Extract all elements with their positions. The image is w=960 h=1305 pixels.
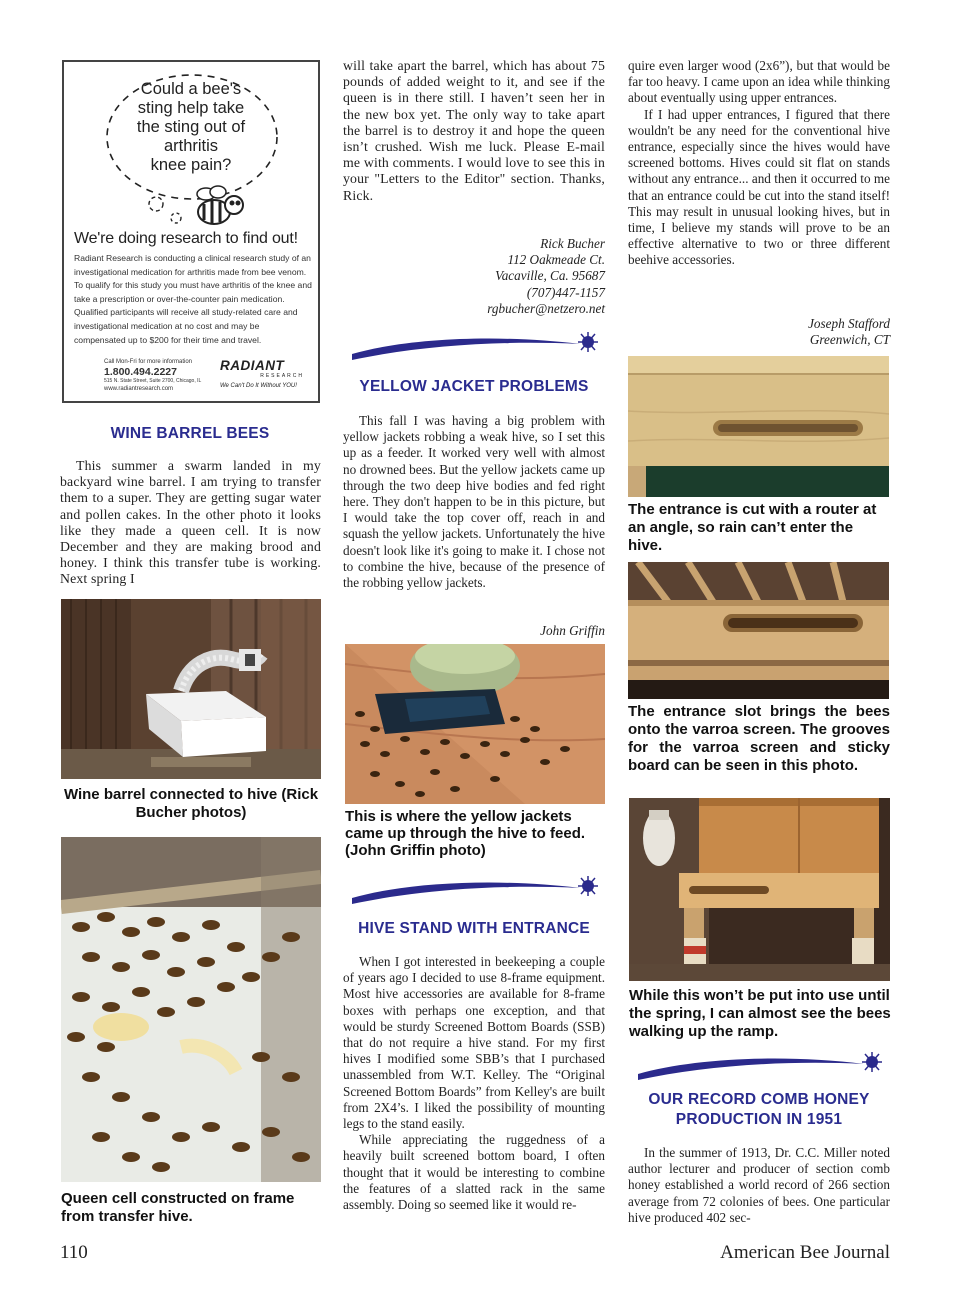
yellow-jacket-photo (345, 644, 605, 804)
wine-caption-1: Wine barrel connected to hive (Rick Bucher photos) (63, 786, 319, 821)
sig-line: (707)447-1157 (526, 284, 605, 300)
wine-text: This summer a swarm landed in my backyard wine barrel. I am trying to transfer them to a super. They are getting sugar water and pollen cakes. In the other photo it looks like they made a queen cell. It is now December and they are making brood and honey. I think this transfer tube is working. Next spring I (60, 458, 321, 587)
yellow-jacket-heading: YELLOW JACKET PROBLEMS (359, 378, 589, 395)
page-number: 110 (60, 1242, 88, 1263)
hive-stand-paragraph-1: When I got interested in beekeeping a couple of years ago I decided to use 8-frame equipment. Most hive accessories are available for 8-frame boxes with perhaps one exception, and that would be sturdy Screened Bottom Boards (SSB) that do not require a hive stand. For my first hives I modified some SBB’s that I purchased unassembled from W.T. Kelley. The “Original Screened Bottom Boards” from Kelley's are built from 2X4’s. I liked the possibility of mounting legs to the stand easily. (343, 954, 605, 1132)
ad-body: Radiant Research is conducting a clinical research study of an investigational medication for arthritis made from bee venom. To qualify for this study you must have arthritis of the knee and take a prescription or over-the-counter pain medication. Qualified participants will receive all study-related care and investigational medication at no cost and may be compensated up to $200 for their time and travel. (74, 253, 312, 345)
heading-line: OUR RECORD COMB HONEY (648, 1091, 870, 1108)
queen-cell-photo (61, 837, 321, 1182)
cartoon-bee-icon (197, 186, 243, 224)
logo-text: RADIANT (220, 358, 285, 373)
bubble-line: Could a bee's (140, 80, 242, 98)
swoosh-bee-divider (348, 874, 606, 908)
hive-stand-heading: HIVE STAND WITH ENTRANCE (358, 920, 590, 937)
entrance-slot-caption: The entrance slot brings the bees onto the varroa screen. The grooves for the varroa screen and sticky board can be seen in this photo. (628, 703, 890, 774)
ad-bubble-text (116, 80, 266, 175)
record-comb-honey-text: In the summer of 1913, Dr. C.C. Miller noted author lecturer and producer of section comb honey established a world record of 266 section average from 72 colonies of bees. One particular hive produced 402 sec- (628, 1145, 890, 1225)
ad-phone: 1.800.494.2227 (104, 366, 177, 378)
sig-line: rgbucher@netzero.net (487, 300, 605, 316)
hive-stand-paragraph-2: While appreciating the ruggedness of a heavily built screened bottom board, I often thought that it would be interesting to combine the features of a slatted rack in the same assembly. Doing so seemed like it would re- (343, 1132, 605, 1213)
swoosh-bee-divider (348, 330, 606, 364)
sig-line: Rick Bucher (540, 236, 605, 251)
sig-line: Joseph Stafford (808, 316, 890, 331)
sig-line: Greenwich, CT (809, 332, 890, 348)
wine-heading: WINE BARREL BEES (110, 425, 270, 442)
hive-stand-paragraph-4: If I had upper entrances, I figured that there wouldn't be any need for the conventional hive entrance, especially since the hives would have screened bottoms. Hives could sit flat on stands without any entrance... and then it occurred to me that an entrance could be cut into the stand itself! This may result in unusual looking hives, but in time, I believe my stands will prove to be an effective alternative to two or three different beehive accessories. (628, 106, 890, 268)
yellow-jacket-text: This fall I was having a big problem with yellow jackets robbing a weak hive, so I set this up as a feeder. It worked very well with almost no drowned bees. But the yellow jackets came up through the two deep hive bodies and fed right here. They don't happen to be in this picture, but I would take the top cover off, reach in and squash the yellow jackets. Unfortunately the hive doesn't look like it's going to make it. I chose not to combine the hive, because of the presence of the robbing yellow jackets. (343, 413, 605, 591)
router-entrance-photo (628, 356, 889, 497)
ad-contact (104, 358, 214, 394)
rick-signature (343, 236, 605, 317)
john-signature: John Griffin (540, 623, 605, 638)
router-caption: The entrance is cut with a router at an angle, so rain can’t enter the hive. (628, 501, 877, 554)
radiant-logo (220, 358, 312, 389)
yellow-jacket-caption: This is where the yellow jackets came up through the hive to feed. (John Griffin photo) (345, 808, 586, 859)
hive-stand-paragraph-3: quire even larger wood (2x6”), but that would be far too heavy. I came upon an idea while thinking about eventually using upper entrances. (628, 58, 890, 106)
ad-website: www.radiantresearch.com (104, 386, 174, 392)
ad-call-label: Call Mon-Fri for more information (104, 359, 193, 365)
bubble-line: sting help take (137, 99, 245, 117)
wine-barrel-photo (61, 599, 321, 779)
ad-tagline: We Can't Do It Without YOU! (220, 383, 297, 389)
wine-caption-2: Queen cell constructed on frame from transfer hive. (61, 1190, 295, 1225)
wine-continued-text: will take apart the barrel, which has about 75 pounds of added weight to it, and see if the queen is in there still. I haven’t seen her in the new box yet. The only way to take apart the barrel is to destroy it and hope the queen isn’t crushed. Wish me luck. Please E-mail me with comments. I would love to see this in your "Letters to the Editor" section. Thanks, Rick. (343, 58, 605, 203)
hive-on-stand-caption: While this won’t be put into use until the spring, I can almost see the bees walking up the ramp. (629, 987, 891, 1040)
record-comb-honey-heading (628, 1090, 890, 1130)
bubble-line: the sting out of (136, 118, 246, 136)
sig-line: 112 Oakmeade Ct. (507, 252, 605, 268)
journal-name: American Bee Journal (720, 1242, 890, 1263)
arthritis-study-ad (62, 60, 320, 403)
entrance-slot-photo (628, 562, 889, 699)
swoosh-bee-divider (634, 1050, 890, 1084)
heading-line: PRODUCTION IN 1951 (675, 1111, 843, 1128)
ad-address: 515 N. State Street, Suite 2700, Chicago, IL (104, 378, 202, 384)
hive-on-stand-photo (629, 798, 890, 981)
ad-headline: We're doing research to find out! (74, 230, 298, 247)
bubble-line: knee pain? (150, 156, 232, 174)
sig-line: Vacaville, Ca. 95687 (495, 268, 605, 284)
joseph-signature (628, 316, 890, 348)
bubble-line: arthritis (163, 137, 219, 155)
logo-sub: RESEARCH (260, 373, 304, 379)
